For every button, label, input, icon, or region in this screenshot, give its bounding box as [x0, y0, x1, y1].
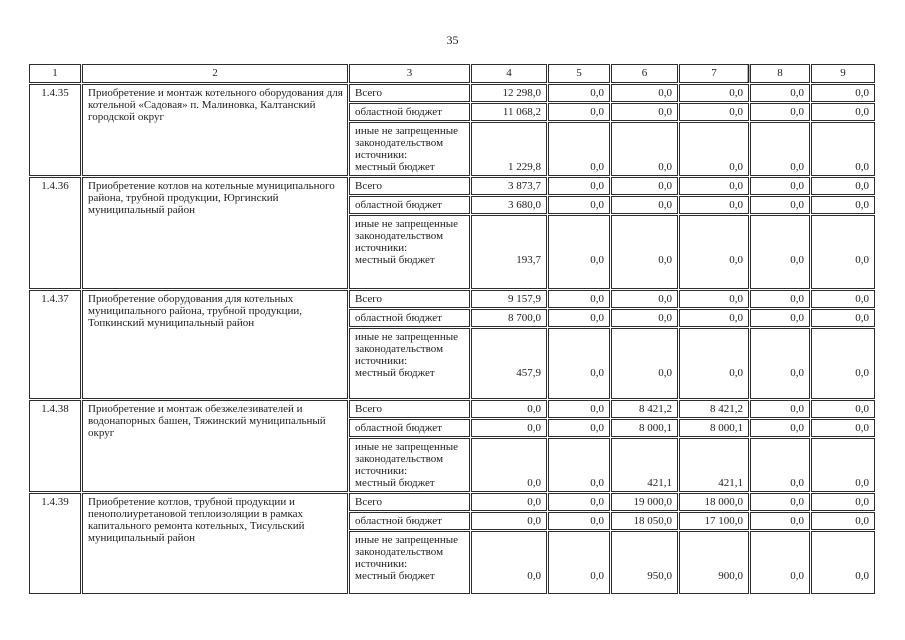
amount-cell: 0,0 [548, 493, 610, 511]
amount-cell: 8 000,1 [679, 419, 749, 437]
amount-cell: 0,0 [750, 196, 810, 214]
budget-table [28, 63, 876, 595]
other-sources-label: иные не запрещенные законодательством источники: [355, 218, 459, 254]
amount-cell: 11 068,2 [471, 103, 547, 121]
funding-source-label [349, 122, 470, 176]
other-sources-label: иные не запрещенные законодательством источники: [355, 441, 459, 477]
amount-cell: 0,0 [679, 103, 749, 121]
amount-cell: 0,0 [811, 177, 875, 195]
amount-cell: 0,0 [471, 493, 547, 511]
amount-cell: 0,0 [679, 290, 749, 308]
amount-cell: 18 000,0 [679, 493, 749, 511]
funding-source-label: Всего [349, 290, 470, 308]
amount-cell: 0,0 [811, 196, 875, 214]
other-sources-label: иные не запрещенные законодательством источники: [355, 125, 459, 161]
amount-cell: 8 000,1 [611, 419, 678, 437]
local-budget-label: местный бюджет [355, 570, 435, 582]
amount-cell: 0,0 [471, 400, 547, 418]
amount-cell: 1 229,8 [471, 122, 547, 176]
amount-cell: 457,9 [471, 328, 547, 399]
amount-cell: 0,0 [811, 215, 875, 289]
amount-cell: 0,0 [471, 419, 547, 437]
amount-cell: 0,0 [548, 196, 610, 214]
amount-cell: 0,0 [679, 84, 749, 102]
amount-cell: 0,0 [750, 512, 810, 530]
amount-cell: 0,0 [811, 419, 875, 437]
item-number: 1.4.38 [29, 400, 81, 492]
amount-cell: 0,0 [679, 177, 749, 195]
amount-cell: 0,0 [548, 400, 610, 418]
funding-source-label: Всего [349, 493, 470, 511]
table-row [29, 177, 875, 195]
amount-cell: 8 700,0 [471, 309, 547, 327]
amount-cell: 12 298,0 [471, 84, 547, 102]
amount-cell: 0,0 [750, 215, 810, 289]
item-number: 1.4.35 [29, 84, 81, 176]
column-header: 6 [611, 64, 678, 83]
amount-cell: 0,0 [471, 512, 547, 530]
amount-cell: 8 421,2 [611, 400, 678, 418]
amount-cell: 0,0 [750, 122, 810, 176]
amount-cell: 19 000,0 [611, 493, 678, 511]
funding-source-label: Всего [349, 177, 470, 195]
amount-cell: 0,0 [811, 531, 875, 594]
column-header: 1 [29, 64, 81, 83]
amount-cell: 3 873,7 [471, 177, 547, 195]
amount-cell: 0,0 [548, 84, 610, 102]
item-number: 1.4.36 [29, 177, 81, 289]
funding-source-label [349, 215, 470, 289]
amount-cell: 0,0 [611, 177, 678, 195]
amount-cell: 0,0 [471, 531, 547, 594]
funding-source-label [349, 438, 470, 492]
amount-cell: 8 421,2 [679, 400, 749, 418]
amount-cell: 3 680,0 [471, 196, 547, 214]
table-row [29, 400, 875, 418]
amount-cell: 0,0 [611, 290, 678, 308]
column-header: 4 [471, 64, 547, 83]
column-header: 5 [548, 64, 610, 83]
item-description: Приобретение и монтаж обезжелезивателей и водонапорных башен, Тяжинский муниципальный округ [82, 400, 348, 492]
amount-cell: 0,0 [611, 196, 678, 214]
amount-cell: 0,0 [679, 122, 749, 176]
item-description: Приобретение котлов на котельные муниципального района, трубной продукции, Юргинский муниципальный район [82, 177, 348, 289]
amount-cell: 0,0 [811, 438, 875, 492]
amount-cell: 0,0 [611, 215, 678, 289]
amount-cell: 0,0 [750, 419, 810, 437]
amount-cell: 0,0 [548, 122, 610, 176]
item-number: 1.4.37 [29, 290, 81, 399]
column-header: 9 [811, 64, 875, 83]
amount-cell: 0,0 [548, 328, 610, 399]
amount-cell: 0,0 [548, 531, 610, 594]
amount-cell: 0,0 [750, 438, 810, 492]
amount-cell: 0,0 [750, 493, 810, 511]
amount-cell: 421,1 [611, 438, 678, 492]
amount-cell: 0,0 [679, 328, 749, 399]
amount-cell: 9 157,9 [471, 290, 547, 308]
amount-cell: 18 050,0 [611, 512, 678, 530]
amount-cell: 0,0 [811, 122, 875, 176]
page-number: 35 [446, 33, 459, 47]
amount-cell: 0,0 [679, 215, 749, 289]
amount-cell: 950,0 [611, 531, 678, 594]
item-description: Приобретение оборудования для котельных муниципального района, трубной продукции, Топкинский муниципальный район [82, 290, 348, 399]
amount-cell: 0,0 [548, 419, 610, 437]
table-row [29, 290, 875, 308]
amount-cell: 0,0 [750, 531, 810, 594]
amount-cell: 0,0 [679, 196, 749, 214]
funding-source-label [349, 328, 470, 399]
amount-cell: 0,0 [548, 215, 610, 289]
amount-cell: 0,0 [611, 103, 678, 121]
funding-source-label: областной бюджет [349, 419, 470, 437]
funding-source-label: областной бюджет [349, 512, 470, 530]
amount-cell: 0,0 [611, 84, 678, 102]
amount-cell: 0,0 [811, 512, 875, 530]
amount-cell: 0,0 [750, 400, 810, 418]
other-sources-label: иные не запрещенные законодательством источники: [355, 534, 459, 570]
funding-source-label: Всего [349, 400, 470, 418]
local-budget-label: местный бюджет [355, 477, 435, 489]
funding-source-label [349, 531, 470, 594]
funding-source-label: Всего [349, 84, 470, 102]
amount-cell: 193,7 [471, 215, 547, 289]
amount-cell: 0,0 [471, 438, 547, 492]
amount-cell: 0,0 [611, 122, 678, 176]
amount-cell: 0,0 [548, 177, 610, 195]
amount-cell: 0,0 [548, 290, 610, 308]
column-header: 3 [349, 64, 470, 83]
item-description: Приобретение котлов, трубной продукции и пенополиуретановой теплоизоляции в рамках капитального ремонта котельных, Тисульский муниципальный район [82, 493, 348, 594]
funding-source-label: областной бюджет [349, 309, 470, 327]
funding-source-label: областной бюджет [349, 196, 470, 214]
amount-cell: 0,0 [811, 493, 875, 511]
item-number: 1.4.39 [29, 493, 81, 594]
amount-cell: 0,0 [750, 84, 810, 102]
amount-cell: 421,1 [679, 438, 749, 492]
column-header: 7 [679, 64, 749, 83]
amount-cell: 0,0 [548, 512, 610, 530]
amount-cell: 900,0 [679, 531, 749, 594]
amount-cell: 0,0 [811, 290, 875, 308]
amount-cell: 0,0 [548, 103, 610, 121]
amount-cell: 0,0 [611, 328, 678, 399]
amount-cell: 0,0 [811, 103, 875, 121]
table-row [29, 493, 875, 511]
column-header: 2 [82, 64, 348, 83]
funding-source-label: областной бюджет [349, 103, 470, 121]
amount-cell: 0,0 [750, 309, 810, 327]
amount-cell: 0,0 [548, 309, 610, 327]
amount-cell: 0,0 [811, 309, 875, 327]
amount-cell: 17 100,0 [679, 512, 749, 530]
local-budget-label: местный бюджет [355, 367, 435, 379]
item-description: Приобретение и монтаж котельного оборудования для котельной «Садовая» п. Малиновка, Калтанский городской округ [82, 84, 348, 176]
amount-cell: 0,0 [750, 103, 810, 121]
table-row [29, 84, 875, 102]
local-budget-label: местный бюджет [355, 161, 435, 173]
table-header-row [29, 64, 875, 83]
amount-cell: 0,0 [811, 328, 875, 399]
amount-cell: 0,0 [750, 328, 810, 399]
local-budget-label: местный бюджет [355, 254, 435, 266]
amount-cell: 0,0 [611, 309, 678, 327]
column-header: 8 [750, 64, 810, 83]
amount-cell: 0,0 [750, 177, 810, 195]
amount-cell: 0,0 [811, 400, 875, 418]
amount-cell: 0,0 [679, 309, 749, 327]
amount-cell: 0,0 [750, 290, 810, 308]
other-sources-label: иные не запрещенные законодательством источники: [355, 331, 459, 367]
amount-cell: 0,0 [548, 438, 610, 492]
amount-cell: 0,0 [811, 84, 875, 102]
